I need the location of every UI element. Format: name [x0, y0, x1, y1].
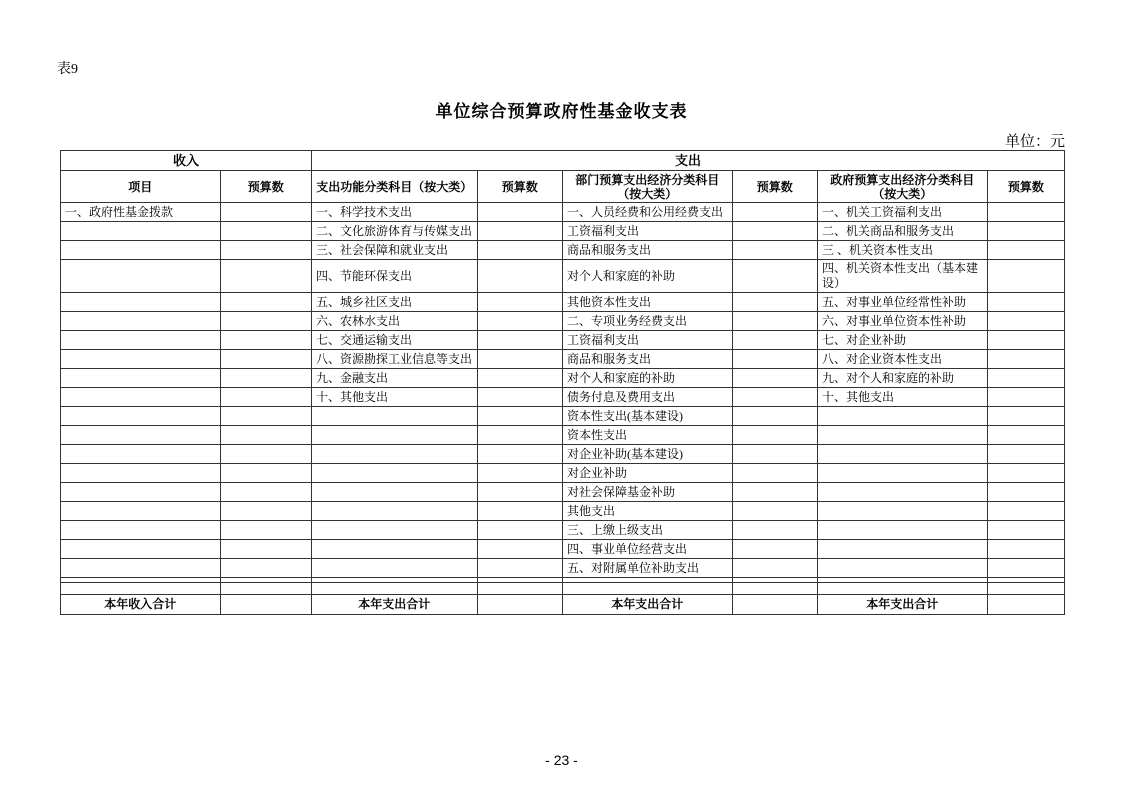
table-row — [61, 559, 1065, 578]
table-cell — [987, 595, 1064, 615]
table-cell — [477, 241, 562, 260]
table-cell — [311, 483, 477, 502]
table-cell — [311, 464, 477, 483]
table-cell — [987, 203, 1064, 222]
table-cell — [732, 222, 817, 241]
table-cell — [732, 241, 817, 260]
table-cell — [987, 350, 1064, 369]
table-cell: 五、对事业单位经常性补助 — [817, 293, 987, 312]
table-cell: 一、机关工资福利支出 — [817, 203, 987, 222]
table-cell: 对个人和家庭的补助 — [562, 369, 732, 388]
table-cell — [61, 260, 221, 293]
table-cell — [732, 559, 817, 578]
table-cell — [311, 426, 477, 445]
table-cell — [311, 583, 477, 595]
table-cell — [817, 426, 987, 445]
table-cell — [477, 521, 562, 540]
table-cell — [61, 559, 221, 578]
table-cell: 三 、机关资本性支出 — [817, 241, 987, 260]
group-header-cell: 支出 — [311, 151, 1064, 171]
table-cell — [61, 407, 221, 426]
table-cell — [220, 331, 311, 350]
table-cell — [477, 583, 562, 595]
table-cell — [311, 559, 477, 578]
table-cell — [732, 369, 817, 388]
table-cell: 七、交通运输支出 — [311, 331, 477, 350]
table-cell — [61, 483, 221, 502]
table-cell: 三、上缴上级支出 — [562, 521, 732, 540]
table-cell — [987, 369, 1064, 388]
table-header — [61, 151, 1065, 203]
table-cell — [987, 559, 1064, 578]
table-cell — [220, 407, 311, 426]
column-header: 支出功能分类科目（按大类） — [311, 171, 477, 203]
table-cell — [817, 540, 987, 559]
table-cell — [220, 483, 311, 502]
table-row — [61, 350, 1065, 369]
table-cell: 二、专项业务经费支出 — [562, 312, 732, 331]
table-cell — [61, 293, 221, 312]
table-row — [61, 502, 1065, 521]
table-label: 表9 — [57, 62, 78, 77]
table-cell — [817, 502, 987, 521]
table-row — [61, 583, 1065, 595]
group-header-row — [61, 151, 1065, 171]
table-cell — [220, 521, 311, 540]
table-cell — [817, 521, 987, 540]
table-cell — [220, 312, 311, 331]
table-cell — [987, 407, 1064, 426]
table-cell: 一、科学技术支出 — [311, 203, 477, 222]
table-cell — [732, 583, 817, 595]
table-row — [61, 203, 1065, 222]
table-cell: 二、文化旅游体育与传媒支出 — [311, 222, 477, 241]
table-cell — [817, 583, 987, 595]
table-cell — [732, 407, 817, 426]
column-header: 政府预算支出经济分类科目（按大类） — [817, 171, 987, 203]
table-cell — [477, 388, 562, 407]
table-cell: 二、机关商品和服务支出 — [817, 222, 987, 241]
table-row — [61, 293, 1065, 312]
table-cell — [732, 312, 817, 331]
table-cell — [732, 203, 817, 222]
table-cell: 九、金融支出 — [311, 369, 477, 388]
table-cell — [61, 350, 221, 369]
table-cell — [732, 260, 817, 293]
table-cell — [311, 407, 477, 426]
table-cell: 十、其他支出 — [817, 388, 987, 407]
table-cell — [61, 502, 221, 521]
table-cell: 十、其他支出 — [311, 388, 477, 407]
table-cell — [732, 540, 817, 559]
table-cell: 三、社会保障和就业支出 — [311, 241, 477, 260]
table-cell — [61, 241, 221, 260]
table-cell — [987, 483, 1064, 502]
table-row — [61, 312, 1065, 331]
table-cell — [220, 369, 311, 388]
table-cell — [477, 350, 562, 369]
table-cell — [311, 445, 477, 464]
table-cell — [220, 203, 311, 222]
table-cell — [311, 540, 477, 559]
table-cell — [732, 388, 817, 407]
table-cell — [311, 502, 477, 521]
table-cell — [732, 445, 817, 464]
table-cell — [987, 331, 1064, 350]
column-header: 预算数 — [732, 171, 817, 203]
table-cell — [61, 445, 221, 464]
table-cell — [220, 559, 311, 578]
table-cell — [987, 426, 1064, 445]
table-cell — [477, 369, 562, 388]
table-cell — [477, 331, 562, 350]
table-cell: 一、政府性基金拨款 — [61, 203, 221, 222]
budget-table — [60, 150, 1065, 615]
table-cell — [987, 583, 1064, 595]
table-cell — [220, 583, 311, 595]
table-cell — [987, 540, 1064, 559]
table-cell — [61, 222, 221, 241]
table-cell: 工资福利支出 — [562, 222, 732, 241]
table-cell: 资本性支出(基本建设) — [562, 407, 732, 426]
table-row — [61, 388, 1065, 407]
column-header: 预算数 — [477, 171, 562, 203]
table-cell: 对企业补助 — [562, 464, 732, 483]
table-cell — [477, 260, 562, 293]
table-cell: 六、对事业单位资本性补助 — [817, 312, 987, 331]
column-header: 部门预算支出经济分类科目（按大类） — [562, 171, 732, 203]
table-row — [61, 407, 1065, 426]
column-header: 预算数 — [220, 171, 311, 203]
column-header-row — [61, 171, 1065, 203]
table-cell — [220, 502, 311, 521]
table-cell — [987, 222, 1064, 241]
table-row — [61, 241, 1065, 260]
table-cell — [732, 502, 817, 521]
table-cell: 对企业补助(基本建设) — [562, 445, 732, 464]
table-cell — [732, 595, 817, 615]
table-cell — [817, 445, 987, 464]
table-cell: 本年支出合计 — [311, 595, 477, 615]
table-cell — [477, 502, 562, 521]
table-cell — [732, 331, 817, 350]
table-cell — [220, 388, 311, 407]
table-cell — [817, 464, 987, 483]
table-cell — [220, 350, 311, 369]
table-cell: 商品和服务支出 — [562, 241, 732, 260]
table-cell: 七、对企业补助 — [817, 331, 987, 350]
table-cell: 工资福利支出 — [562, 331, 732, 350]
table-row — [61, 595, 1065, 615]
table-cell — [220, 540, 311, 559]
table-cell: 五、对附属单位补助支出 — [562, 559, 732, 578]
table-cell — [732, 350, 817, 369]
page-number: - 23 - — [545, 752, 578, 768]
table-cell: 其他支出 — [562, 502, 732, 521]
table-cell — [987, 464, 1064, 483]
table-cell — [477, 540, 562, 559]
table-cell: 商品和服务支出 — [562, 350, 732, 369]
table-cell — [61, 331, 221, 350]
table-body — [61, 203, 1065, 615]
table-cell — [987, 241, 1064, 260]
table-cell: 四、事业单位经营支出 — [562, 540, 732, 559]
table-cell: 四、机关资本性支出（基本建设） — [817, 260, 987, 293]
table-cell — [220, 595, 311, 615]
table-cell — [61, 312, 221, 331]
table-cell: 八、对企业资本性支出 — [817, 350, 987, 369]
table-row — [61, 483, 1065, 502]
table-cell — [987, 502, 1064, 521]
table-cell — [477, 407, 562, 426]
table-cell — [220, 464, 311, 483]
table-cell — [311, 521, 477, 540]
table-cell — [477, 464, 562, 483]
table-cell — [732, 293, 817, 312]
table-cell — [220, 293, 311, 312]
table-row — [61, 445, 1065, 464]
table-cell: 对社会保障基金补助 — [562, 483, 732, 502]
table-cell — [987, 521, 1064, 540]
table-cell — [220, 222, 311, 241]
table-cell: 其他资本性支出 — [562, 293, 732, 312]
table-cell — [987, 388, 1064, 407]
table-row — [61, 222, 1065, 241]
table-cell — [817, 483, 987, 502]
table-cell — [987, 312, 1064, 331]
table-cell — [817, 559, 987, 578]
table-cell: 本年支出合计 — [817, 595, 987, 615]
group-header-cell: 收入 — [61, 151, 312, 171]
table-cell — [61, 583, 221, 595]
table-cell: 八、资源勘探工业信息等支出 — [311, 350, 477, 369]
page-title: 单位综合预算政府性基金收支表 — [435, 102, 688, 121]
table-cell — [477, 559, 562, 578]
table-cell: 九、对个人和家庭的补助 — [817, 369, 987, 388]
table-cell — [220, 426, 311, 445]
table-cell — [732, 483, 817, 502]
table-cell — [477, 595, 562, 615]
table-cell: 五、城乡社区支出 — [311, 293, 477, 312]
table-cell — [477, 483, 562, 502]
table-cell: 本年收入合计 — [61, 595, 221, 615]
table-row — [61, 369, 1065, 388]
table-cell — [61, 388, 221, 407]
table-row — [61, 540, 1065, 559]
table-row — [61, 260, 1065, 293]
table-row — [61, 521, 1065, 540]
table-cell: 本年支出合计 — [562, 595, 732, 615]
table-cell — [987, 260, 1064, 293]
table-cell — [477, 293, 562, 312]
table-cell — [477, 312, 562, 331]
column-header: 预算数 — [987, 171, 1064, 203]
table-cell: 资本性支出 — [562, 426, 732, 445]
table-cell — [220, 241, 311, 260]
table-cell — [987, 445, 1064, 464]
column-header: 项目 — [61, 171, 221, 203]
table-row — [61, 426, 1065, 445]
table-cell — [562, 583, 732, 595]
table-cell — [220, 445, 311, 464]
table-cell — [477, 222, 562, 241]
table-cell: 六、农林水支出 — [311, 312, 477, 331]
table-cell: 四、节能环保支出 — [311, 260, 477, 293]
table-cell — [61, 464, 221, 483]
table-row — [61, 331, 1065, 350]
table-cell — [817, 407, 987, 426]
table-cell — [61, 426, 221, 445]
table-cell — [477, 445, 562, 464]
table-cell — [477, 426, 562, 445]
table-cell — [987, 293, 1064, 312]
table-cell — [732, 521, 817, 540]
table-cell — [477, 203, 562, 222]
unit-note: 单位：元 — [1004, 134, 1065, 150]
table-cell — [732, 426, 817, 445]
table-cell — [220, 260, 311, 293]
table-row — [61, 464, 1065, 483]
table-cell: 债务付息及费用支出 — [562, 388, 732, 407]
table-cell — [61, 521, 221, 540]
table-cell — [61, 369, 221, 388]
table-cell — [61, 540, 221, 559]
table-cell: 对个人和家庭的补助 — [562, 260, 732, 293]
table-cell — [732, 464, 817, 483]
table-cell: 一、人员经费和公用经费支出 — [562, 203, 732, 222]
